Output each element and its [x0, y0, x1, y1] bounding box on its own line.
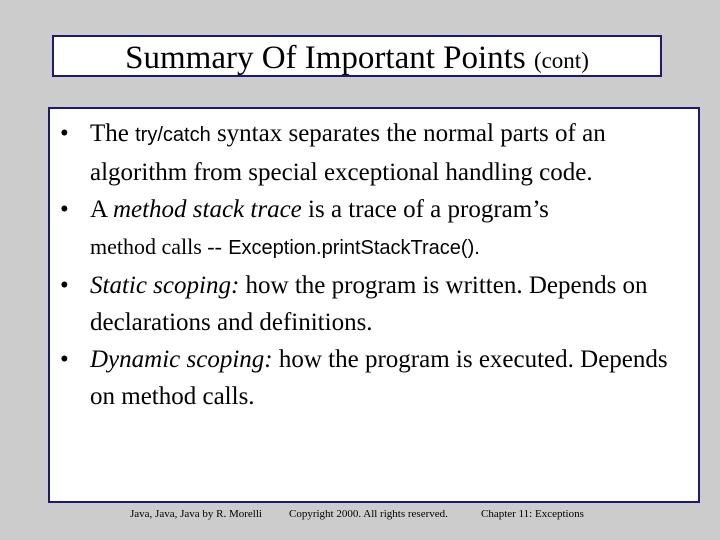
term-dynamic-scoping: Dynamic scoping	[90, 346, 265, 373]
bullet-marker: •	[60, 272, 69, 299]
content-box	[48, 107, 700, 503]
slide-title	[54, 37, 660, 82]
term-static-scoping: Static scoping	[90, 272, 231, 299]
bullet-line2-end: .	[474, 237, 480, 259]
bullet-text-post: is a trace of a program’s	[308, 196, 549, 223]
bullet-marker: •	[60, 346, 69, 373]
bullet-text-post: how the program is written. Depends on declarations and definitions.	[90, 272, 648, 336]
bullet-marker: •	[60, 120, 69, 147]
bullet-text-pre: The	[90, 120, 129, 147]
bullet-item-try-catch	[60, 115, 690, 191]
slide-title-main: Summary Of Important Points	[125, 40, 526, 76]
bullet-item-dynamic-scoping	[60, 341, 690, 415]
bullet-item-static-scoping	[60, 267, 690, 341]
slide-footer	[0, 508, 720, 524]
footer-copyright: Copyright 2000. All rights reserved.	[289, 508, 448, 520]
bullet-item-stack-trace	[60, 191, 690, 267]
term-colon: :	[264, 346, 273, 373]
bullet-marker: •	[60, 196, 69, 223]
bullet-text-post: how the program is executed. Depends on method calls.	[90, 346, 668, 410]
emphasis-method-stack-trace: method stack trace	[112, 196, 302, 223]
slide-title-suffix: (cont)	[533, 48, 589, 73]
term-colon: :	[230, 272, 240, 299]
bullet-text-post: syntax separates the normal parts of an algorithm from special exceptional handling code.	[90, 120, 606, 186]
code-try-catch: try/catch	[135, 124, 211, 146]
code-print-stack-trace: Exception.printStackTrace()	[228, 237, 475, 259]
bullet-list	[60, 115, 690, 415]
footer-author: Java, Java, Java by R. Morelli	[130, 508, 262, 520]
bullet-line2-text: method calls --	[90, 234, 222, 259]
bullet-text-pre: A	[90, 196, 107, 223]
footer-chapter: Chapter 11: Exceptions	[481, 508, 584, 520]
title-box	[52, 35, 662, 77]
